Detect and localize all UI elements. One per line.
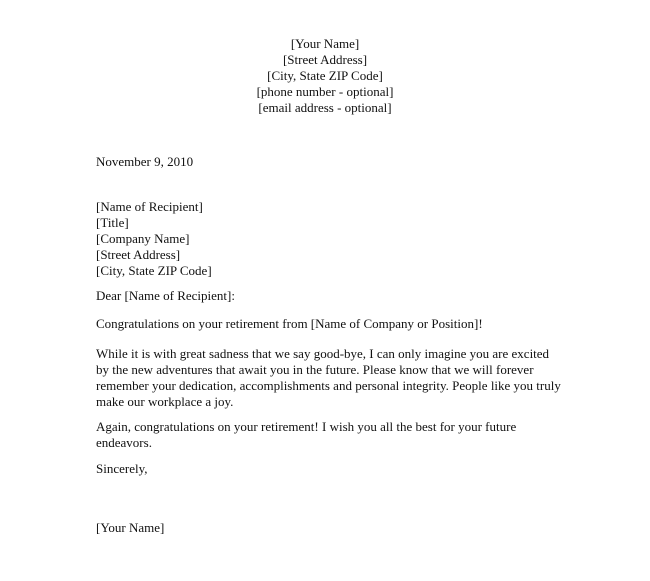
recipient-address-block [96, 199, 566, 279]
sender-address-block [0, 36, 650, 116]
body-paragraph-3 [96, 419, 566, 451]
body-paragraph-2 [96, 346, 566, 410]
salutation: Dear [Name of Recipient]: [96, 288, 235, 303]
sender-name: [Your Name] [290, 36, 360, 51]
paragraph-3-line: endeavors. [96, 435, 152, 450]
paragraph-3-line: Again, congratulations on your retirement! I wish you all the best for your future [96, 419, 517, 434]
sender-street: [Street Address] [282, 52, 368, 67]
recipient-company: [Company Name] [96, 231, 190, 246]
paragraph-2-line: make our workplace a joy. [96, 394, 234, 409]
sender-phone: [phone number - optional] [256, 84, 394, 99]
letter-date: November 9, 2010 [96, 154, 194, 169]
sender-city: [City, State ZIP Code] [267, 68, 383, 83]
closing: Sincerely, [96, 461, 148, 476]
body-paragraph-1: Congratulations on your retirement from [Name of Company or Position]! [96, 316, 483, 331]
recipient-name: [Name of Recipient] [96, 199, 203, 214]
paragraph-2-line: remember your dedication, accomplishments and personal integrity. People like you truly [96, 378, 561, 393]
sender-email: [email address - optional] [258, 100, 392, 115]
recipient-city: [City, State ZIP Code] [96, 263, 212, 278]
recipient-title: [Title] [96, 215, 129, 230]
recipient-street: [Street Address] [96, 247, 181, 262]
paragraph-2-line: While it is with great sadness that we say good-bye, I can only imagine you are excited [96, 346, 550, 361]
signature-name: [Your Name] [96, 520, 165, 535]
paragraph-2-line: by the new adventures that await you in the future. Please know that we will forever [96, 362, 534, 377]
